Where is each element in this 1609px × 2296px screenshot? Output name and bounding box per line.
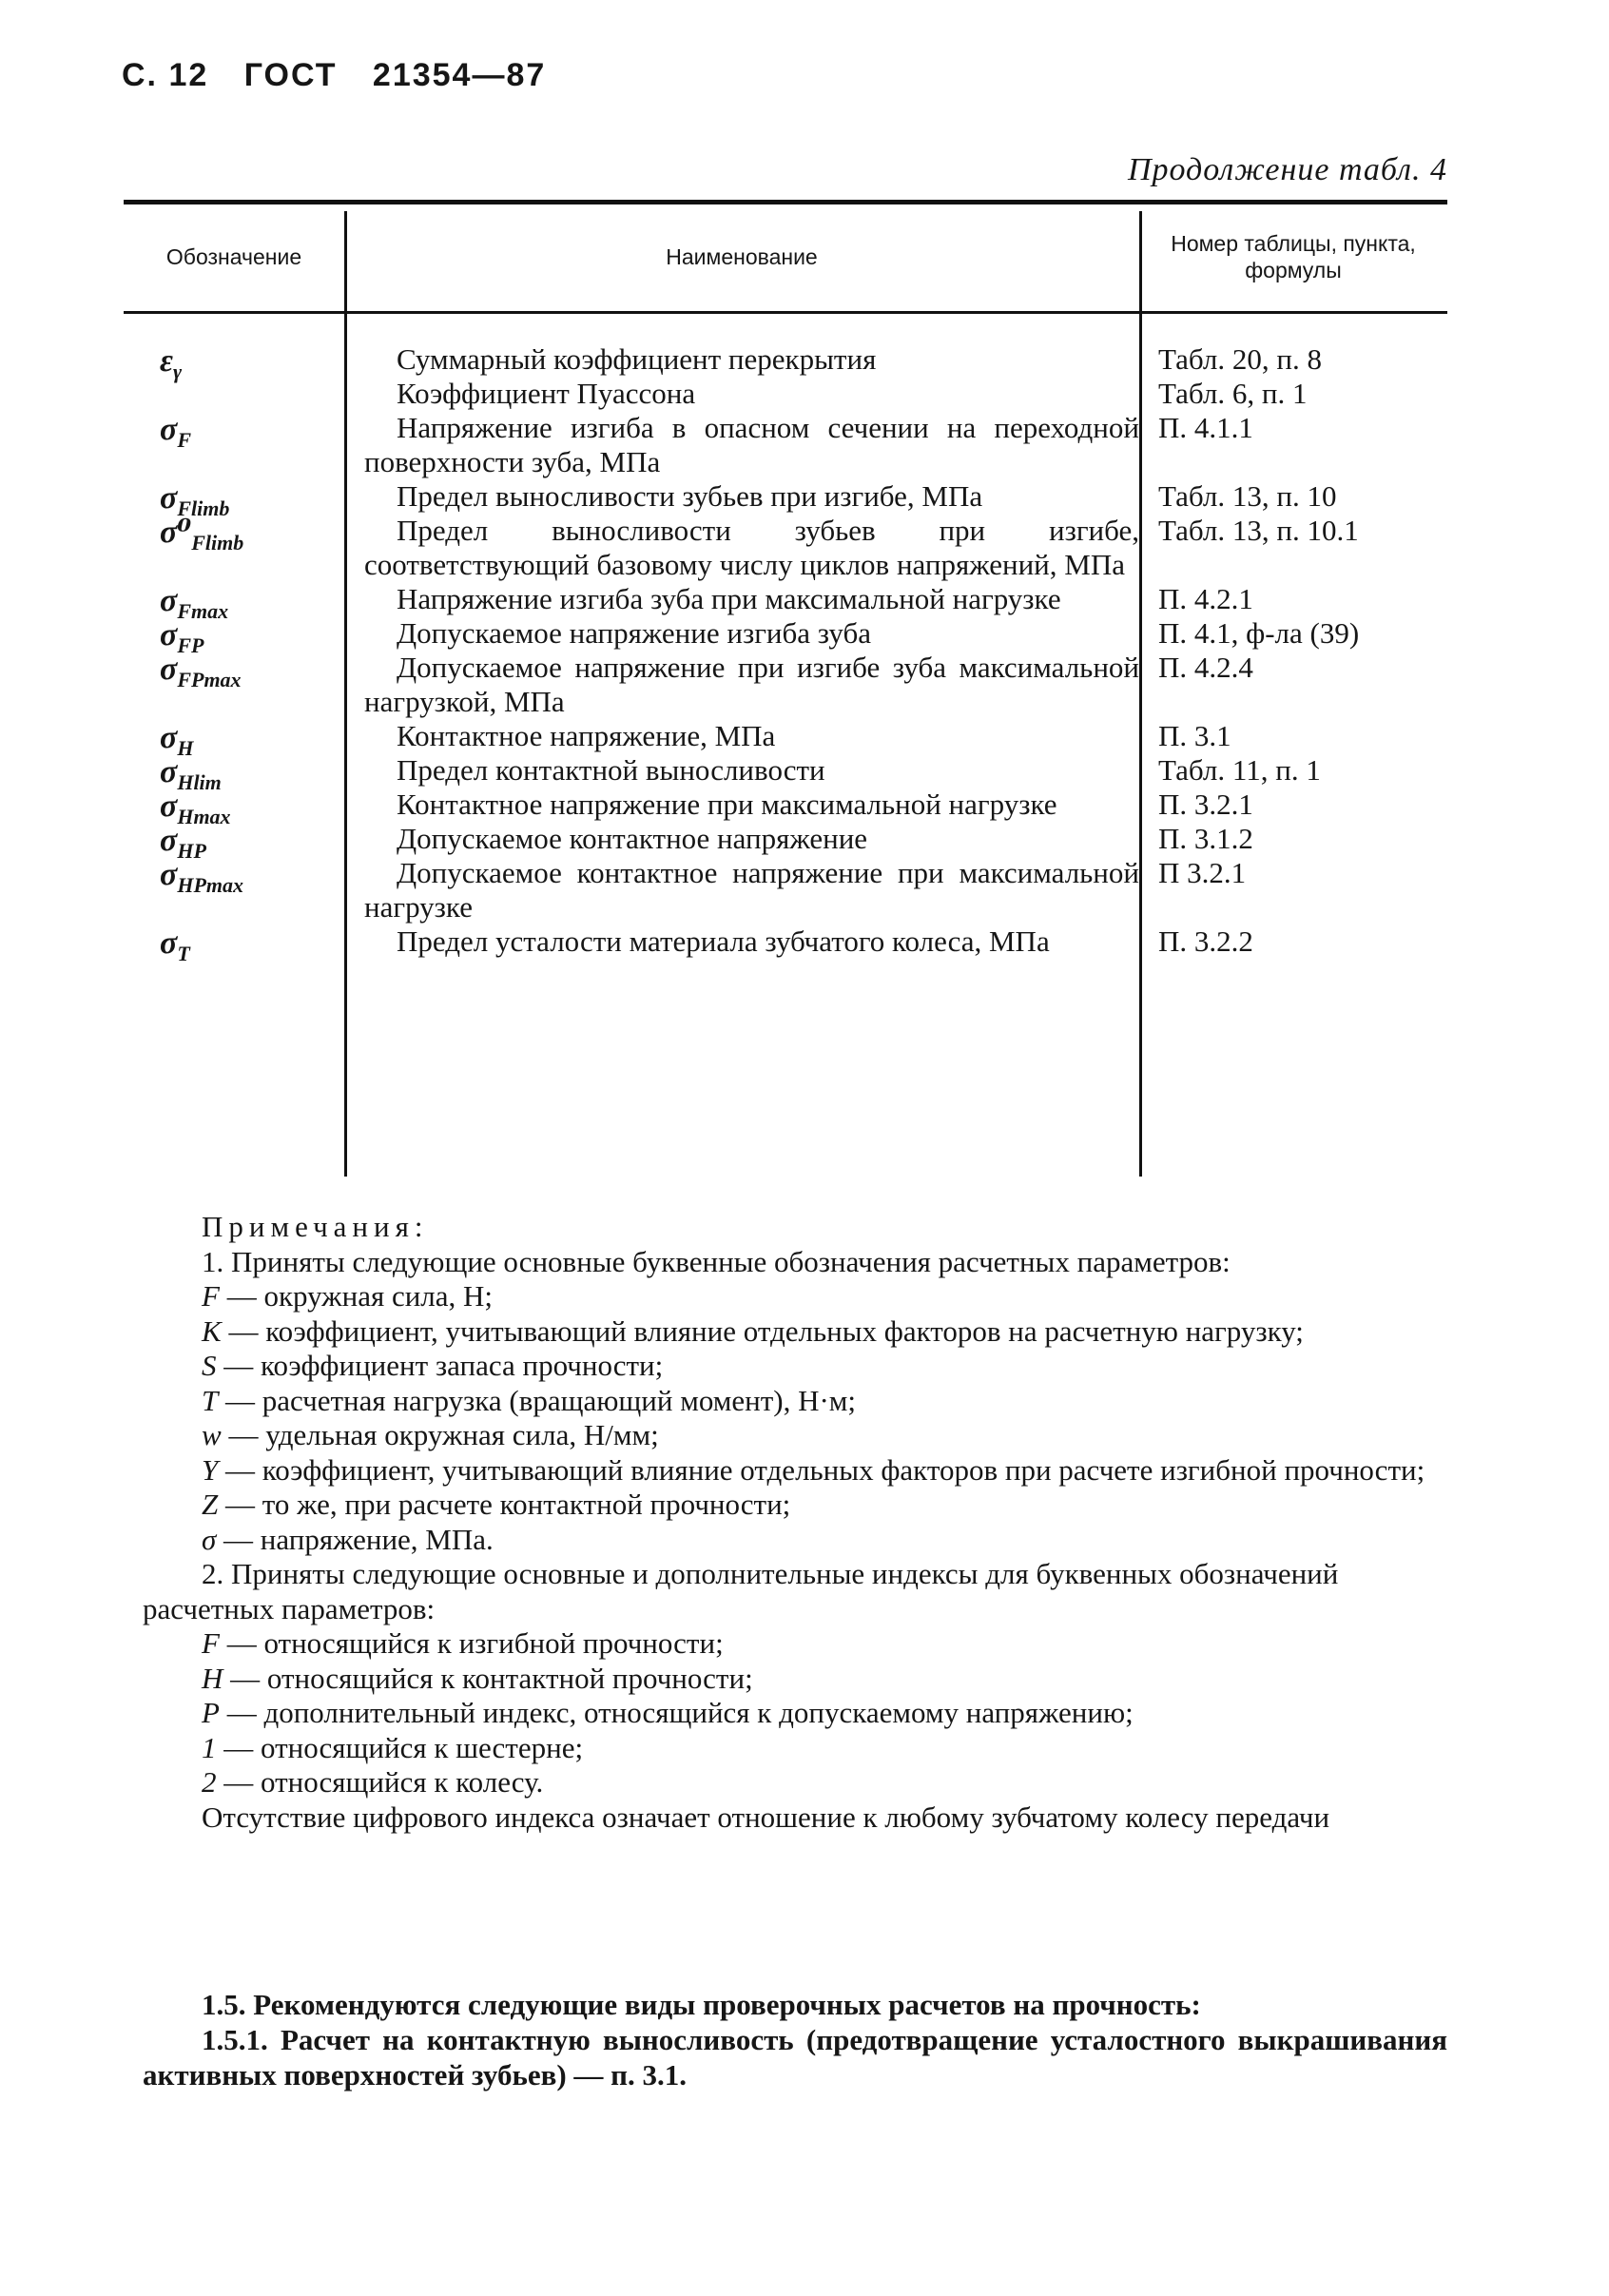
- symbol-main: σ: [160, 857, 178, 892]
- symbol-subscript: Hlim: [177, 769, 222, 794]
- row-name: Суммарный коэффициент перекрытия: [397, 342, 877, 376]
- note-item: [143, 1626, 1447, 1662]
- symbol-main: σ: [160, 788, 178, 824]
- symbol-subscript: T: [177, 941, 190, 965]
- gost-number: 21354—87: [372, 57, 547, 93]
- table-row: [124, 856, 1447, 924]
- note-symbol: σ: [202, 1522, 217, 1556]
- row-symbol: [160, 652, 242, 697]
- symbol-main: σ: [160, 925, 178, 961]
- row-reference: П 3.2.1: [1158, 856, 1247, 889]
- note-item: [143, 1731, 1447, 1766]
- row-reference: П. 3.1: [1158, 719, 1231, 752]
- symbol-subscript: Flimb: [177, 496, 230, 520]
- row-name: Предел контактной выносливости: [397, 753, 825, 787]
- row-symbol: [160, 858, 243, 903]
- row-reference: П. 3.2.2: [1158, 924, 1253, 958]
- note-symbol: H: [202, 1661, 223, 1695]
- table-continuation-label: Продолжение табл. 4: [1127, 152, 1447, 187]
- header-name: Наименование: [666, 244, 818, 270]
- column-divider-1: [344, 211, 347, 1177]
- note-text: — окружная сила, Н;: [226, 1279, 494, 1313]
- note-text: — дополнительный индекс, относящийся к допускаемому напряжению;: [226, 1696, 1134, 1729]
- note-text: — напряжение, МПа.: [223, 1522, 494, 1556]
- symbol-main: σ: [160, 480, 178, 516]
- note-text: — то же, при расчете контактной прочности;: [225, 1488, 791, 1521]
- note-text: — относящийся к контактной прочности;: [230, 1661, 753, 1695]
- symbol-subscript: F: [177, 427, 192, 452]
- table-row: [124, 342, 1447, 383]
- note-item: [143, 1314, 1447, 1350]
- notes-block: [143, 1210, 1447, 1835]
- symbol-main: σ: [160, 823, 178, 858]
- table-row: [124, 582, 1447, 623]
- table-row: [124, 411, 1447, 479]
- symbol-main: σ: [160, 412, 178, 447]
- header-reference: Номер таблицы, пункта, формулы: [1171, 231, 1416, 282]
- note-text: — относящийся к колесу.: [223, 1765, 544, 1799]
- note-item: [143, 1384, 1447, 1419]
- note-1-intro: 1. Приняты следующие основные буквенные обозначения расчетных параметров:: [202, 1244, 1231, 1278]
- note-item: [143, 1696, 1447, 1731]
- note-symbol: Y: [202, 1452, 219, 1487]
- symbol-main: σ: [160, 754, 178, 789]
- note-text: — коэффициент запаса прочности;: [223, 1349, 664, 1382]
- header-symbol: Обозначение: [165, 244, 302, 270]
- symbol-subscript: FPmax: [177, 667, 242, 691]
- section-1-5: 1.5. Рекомендуются следующие виды проверочных расчетов на прочность:: [202, 1988, 1201, 2021]
- note-symbol: T: [202, 1383, 219, 1417]
- row-name: Предел усталости материала зубчатого колеса, МПа: [397, 924, 1050, 958]
- symbol-subscript: FP: [177, 632, 204, 657]
- row-name: Контактное напряжение при максимальной нагрузке: [397, 788, 1057, 821]
- sections-block: [143, 1987, 1447, 2092]
- note-text: — коэффициент, учитывающий влияние отдельных факторов на расчетную нагрузку;: [228, 1313, 1304, 1348]
- row-reference: П. 4.2.1: [1158, 582, 1253, 615]
- row-name: Напряжение изгиба зуба при максимальной нагрузке: [397, 582, 1061, 615]
- row-reference: Табл. 11, п. 1: [1158, 753, 1321, 787]
- symbol-subscript: Fmax: [177, 598, 229, 623]
- table-row: [124, 822, 1447, 863]
- row-reference: П. 3.2.1: [1158, 788, 1253, 821]
- note-text: — относящийся к шестерне;: [223, 1730, 584, 1764]
- note-2-outro: Отсутствие цифрового индекса означает отношение к любому зубчатому колесу передачи: [202, 1800, 1330, 1834]
- note-symbol: Z: [202, 1488, 219, 1521]
- symbol-main: σ⁰: [160, 515, 192, 550]
- note-1-list: [143, 1279, 1447, 1557]
- note-symbol: w: [202, 1418, 222, 1451]
- row-name: Допускаемое контактное напряжение при максимальной нагрузке: [364, 856, 1139, 924]
- symbol-subscript: γ: [172, 359, 183, 383]
- symbol-subscript: HPmax: [177, 872, 243, 897]
- note-symbol: F: [202, 1626, 220, 1660]
- note-text: — расчетная нагрузка (вращающий момент), Н·м;: [225, 1383, 857, 1417]
- table-row: [124, 479, 1447, 520]
- note-symbol: P: [202, 1696, 220, 1729]
- row-name: Предел выносливости зубьев при изгибе, МПа: [397, 479, 983, 513]
- table-row: [124, 616, 1447, 657]
- table-row: [124, 719, 1447, 760]
- table-row: [124, 377, 1447, 411]
- row-name: Допускаемое напряжение при изгибе зуба максимальной нагрузкой, МПа: [364, 651, 1139, 718]
- table-row: [124, 924, 1447, 965]
- note-symbol: K: [202, 1313, 222, 1348]
- note-symbol: 2: [202, 1765, 217, 1799]
- note-symbol: 1: [202, 1730, 217, 1764]
- gost-label: ГОСТ: [243, 57, 338, 93]
- note-text: — коэффициент, учитывающий влияние отдельных факторов при расчете изгибной прочности;: [225, 1452, 1425, 1487]
- row-reference: Табл. 6, п. 1: [1158, 377, 1308, 410]
- table-row: [124, 753, 1447, 794]
- page-number: С. 12: [122, 57, 209, 93]
- row-reference: П. 4.1.1: [1158, 411, 1253, 444]
- row-name: Допускаемое напряжение изгиба зуба: [397, 616, 871, 650]
- note-item: [143, 1765, 1447, 1800]
- note-item: [143, 1349, 1447, 1384]
- table-row: [124, 514, 1447, 582]
- table-row: [124, 788, 1447, 828]
- note-text: — удельная окружная сила, Н/мм;: [228, 1418, 659, 1451]
- row-reference: Табл. 13, п. 10.1: [1158, 514, 1359, 547]
- note-item: [143, 1488, 1447, 1523]
- row-symbol: [160, 926, 190, 971]
- symbol-subscript: Hmax: [177, 804, 231, 828]
- row-name: Предел выносливости зубьев при изгибе, соответствующий базовому числу циклов напряжений, МПа: [364, 514, 1139, 581]
- note-item: [143, 1453, 1447, 1489]
- row-reference: П. 4.1, ф-ла (39): [1158, 616, 1360, 650]
- symbol-main: σ: [160, 652, 178, 687]
- row-reference: Табл. 20, п. 8: [1158, 342, 1322, 376]
- column-divider-2: [1139, 211, 1142, 1177]
- note-symbol: S: [202, 1349, 217, 1382]
- note-item: [143, 1418, 1447, 1453]
- row-name: Контактное напряжение, МПа: [397, 719, 776, 752]
- table-row: [124, 651, 1447, 719]
- note-text: — относящийся к изгибной прочности;: [226, 1626, 724, 1660]
- notes-title: Примечания:: [202, 1210, 429, 1243]
- row-name: Коэффициент Пуассона: [397, 377, 696, 410]
- row-reference: П. 4.2.4: [1158, 651, 1253, 684]
- row-name: Допускаемое контактное напряжение: [397, 822, 868, 855]
- page-header: [122, 57, 571, 94]
- symbol-subscript: H: [177, 735, 194, 760]
- symbol-subscript: Flimb: [191, 530, 244, 555]
- row-reference: Табл. 13, п. 10: [1158, 479, 1337, 513]
- symbol-main: σ: [160, 617, 178, 652]
- row-symbol: [160, 413, 191, 457]
- table-header: [124, 204, 1447, 311]
- symbol-main: ε: [160, 343, 173, 379]
- row-name: Напряжение изгиба в опасном сечении на переходной поверхности зуба, МПа: [364, 411, 1139, 478]
- note-item: [143, 1662, 1447, 1697]
- note-item: [143, 1523, 1447, 1558]
- note-2-list: [143, 1626, 1447, 1800]
- section-1-5-1: 1.5.1. Расчет на контактную выносливость (предотвращение усталостного выкрашивания активных поверхностей зубьев) — п. 3.1.: [143, 2023, 1447, 2092]
- symbol-main: σ: [160, 583, 178, 618]
- row-reference: П. 3.1.2: [1158, 822, 1253, 855]
- symbol-subscript: HP: [177, 838, 206, 863]
- note-item: [143, 1279, 1447, 1314]
- symbols-table: [124, 200, 1447, 965]
- symbol-main: σ: [160, 720, 178, 755]
- note-symbol: F: [202, 1279, 220, 1313]
- table-body: [124, 314, 1447, 965]
- row-symbol: [160, 516, 243, 560]
- note-2-intro: 2. Приняты следующие основные и дополнительные индексы для буквенных обозначений расчетных параметров:: [143, 1557, 1339, 1625]
